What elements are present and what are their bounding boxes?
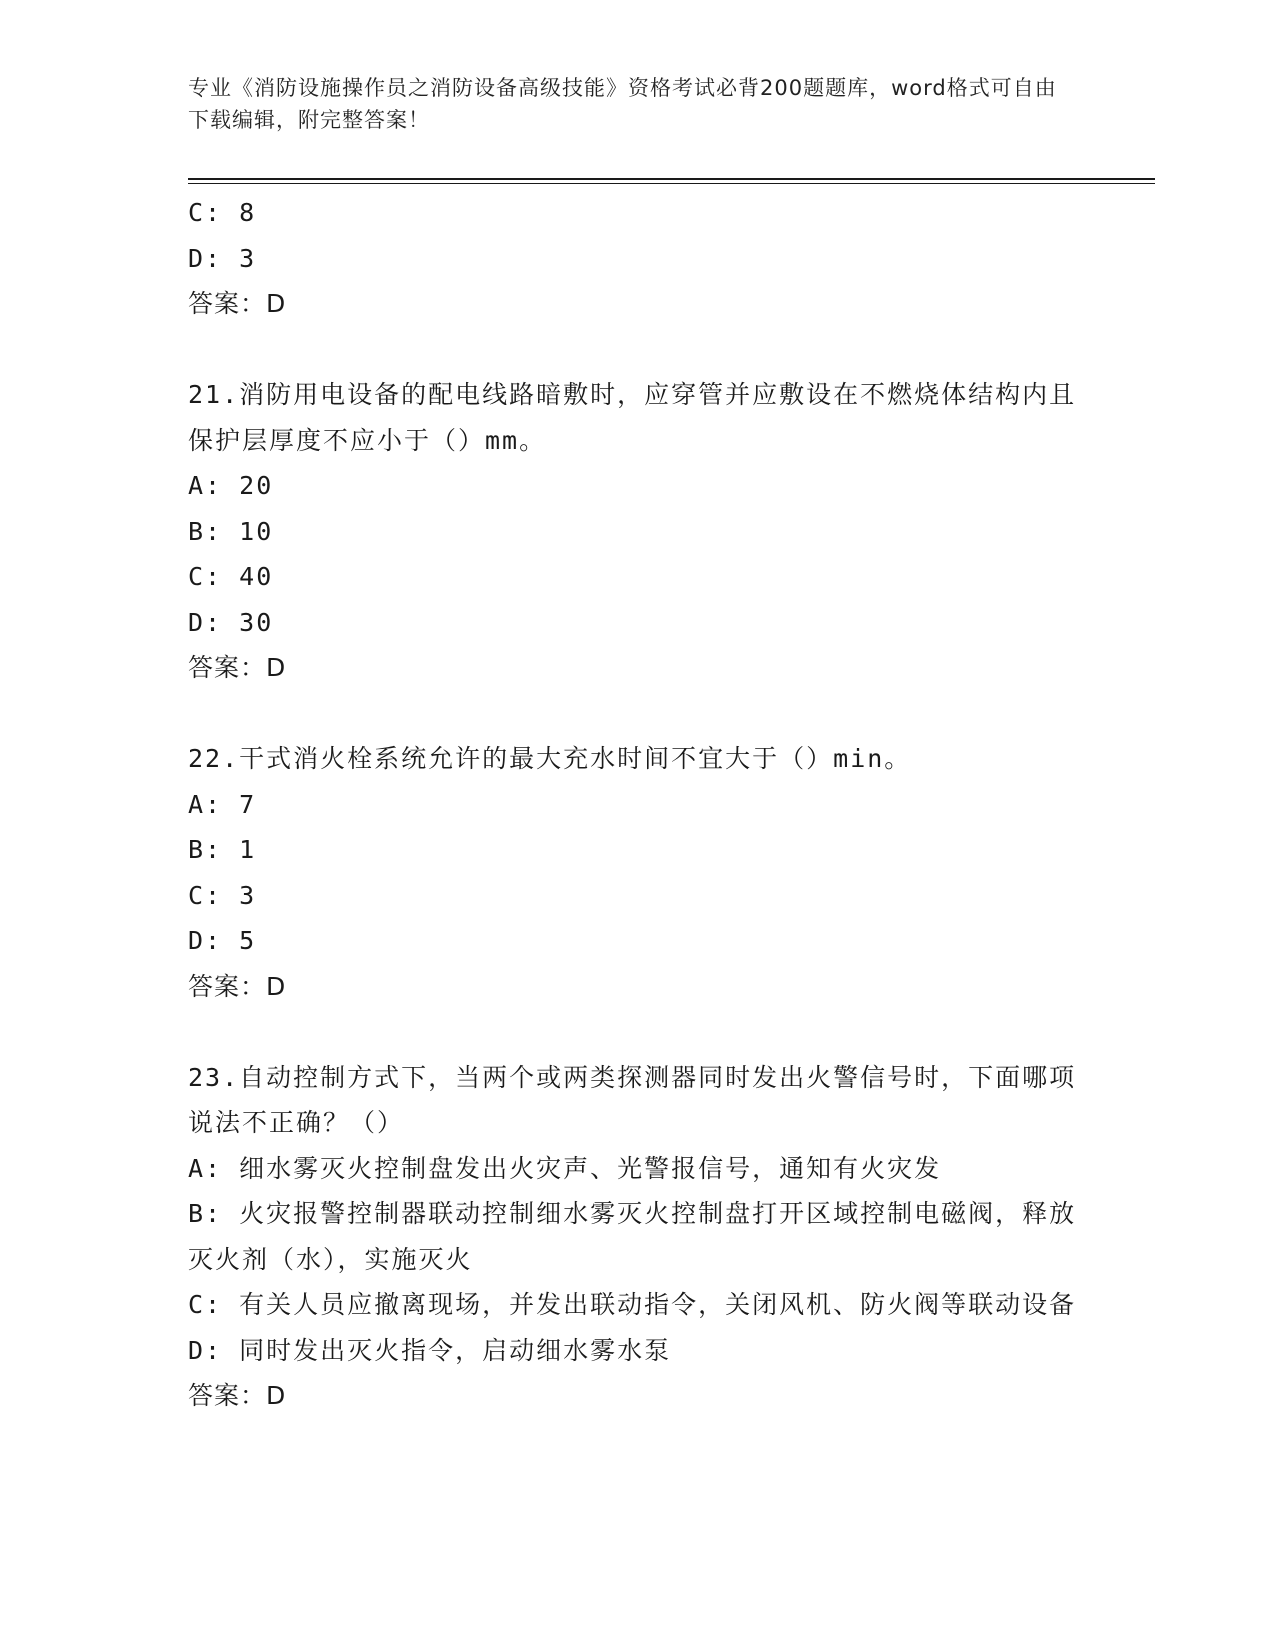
option-b: B: 1 bbox=[188, 835, 257, 864]
option-b: B: 火灾报警控制器联动控制细水雾灭火控制盘打开区域控制电磁阀，释放灭火剂（水），实施灭火 bbox=[188, 1199, 1077, 1274]
spacer bbox=[188, 327, 1088, 373]
option-c: C: 有关人员应撤离现场，并发出联动指令，关闭风机、防火阀等联动设备 bbox=[188, 1290, 1077, 1319]
option-a: A: 20 bbox=[188, 471, 274, 500]
header-divider-thin bbox=[188, 183, 1155, 184]
option-d: D: 3 bbox=[188, 243, 257, 273]
header-divider-thick bbox=[188, 178, 1155, 180]
answer-line: 答案：D bbox=[188, 971, 287, 1001]
option-a: A: 7 bbox=[188, 789, 257, 819]
question-stem: 23.自动控制方式下，当两个或两类探测器同时发出火警信号时，下面哪项说法不正确？（） bbox=[188, 1062, 1077, 1137]
spacer bbox=[188, 691, 1088, 737]
question-stem: 21.消防用电设备的配电线路暗敷时，应穿管并应敷设在不燃烧体结构内且保护层厚度不应小于（）mm。 bbox=[188, 380, 1077, 455]
option-b: B: 10 bbox=[188, 516, 274, 546]
question-stem: 22.干式消火栓系统允许的最大充水时间不宜大于（）min。 bbox=[188, 744, 912, 773]
question-block-21 bbox=[188, 372, 1088, 691]
option-c: C: 40 bbox=[188, 562, 274, 591]
answer-line: 答案：D bbox=[188, 289, 287, 318]
document-header: 专业《消防设施操作员之消防设备高级技能》资格考试必背200题题库，word格式可自由下载编辑，附完整答案！ bbox=[188, 76, 1057, 132]
question-block-previous bbox=[188, 190, 1088, 327]
option-c: C: 8 bbox=[188, 198, 257, 227]
spacer bbox=[188, 1009, 1088, 1055]
answer-line: 答案：D bbox=[188, 1381, 287, 1410]
option-c: C: 3 bbox=[188, 880, 257, 910]
question-block-22 bbox=[188, 736, 1088, 1009]
answer-line: 答案：D bbox=[188, 653, 287, 682]
option-d: D: 同时发出灭火指令，启动细水雾水泵 bbox=[188, 1335, 672, 1365]
option-d: D: 5 bbox=[188, 926, 257, 955]
question-block-23 bbox=[188, 1055, 1088, 1419]
option-a: A: 细水雾灭火控制盘发出火灾声、光警报信号，通知有火灾发 bbox=[188, 1153, 942, 1183]
question-list bbox=[188, 190, 1088, 1419]
option-d: D: 30 bbox=[188, 607, 274, 637]
